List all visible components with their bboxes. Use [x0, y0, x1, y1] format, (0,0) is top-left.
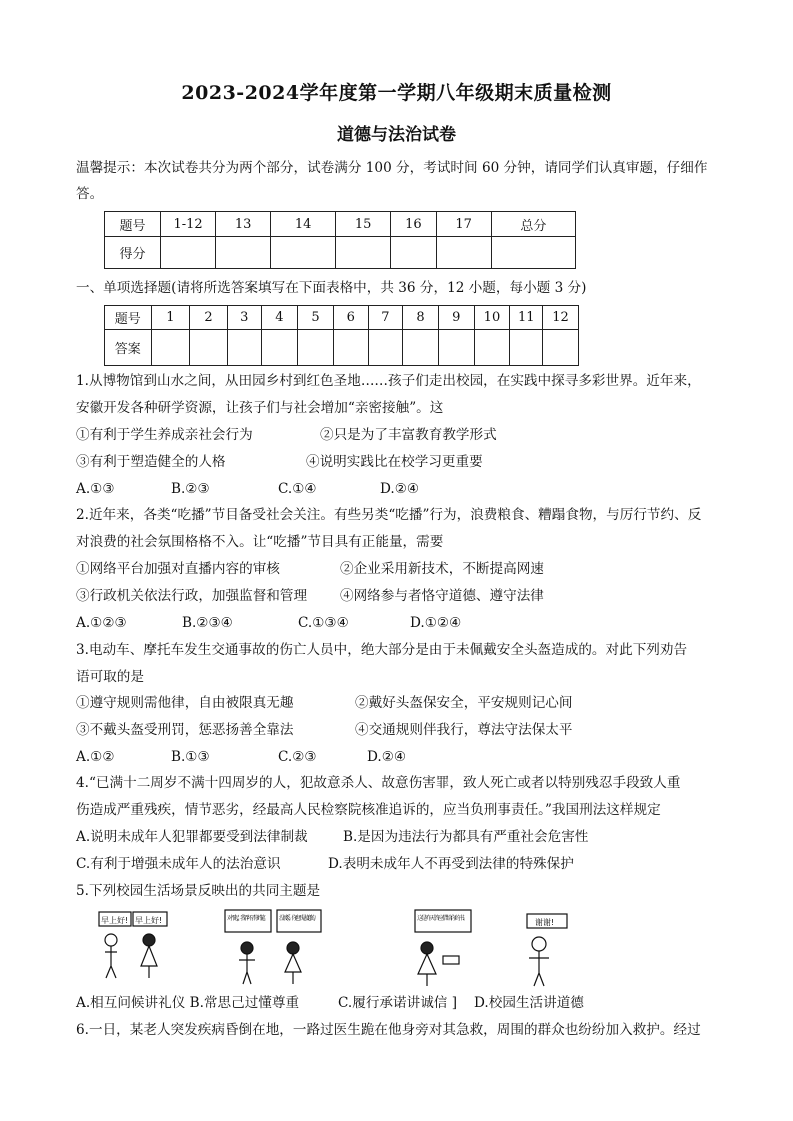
question-2-statement: ①网络平台加强对直播内容的审核: [76, 561, 280, 577]
answer-header-cell: 7: [368, 306, 403, 330]
question-5-option-ab[interactable]: A.相互问候讲礼仪 B.常思己过懂尊重: [76, 995, 300, 1011]
question-1-statement: ②只是为了丰富教育教学形式: [320, 427, 497, 443]
answer-header-cell: 题号: [105, 306, 152, 330]
question-4-option-c[interactable]: C.有利于增强未成年人的法治意识: [76, 856, 281, 872]
question-3-statement: ④交通规则伴我行，尊法守法保太平: [355, 722, 573, 738]
speech-bubble: 早上好!: [135, 916, 163, 925]
score-blank-cell[interactable]: [436, 237, 491, 269]
school-scenes-illustration: [97, 908, 617, 990]
question-3-statement: ①遵守规则需他律，自由被限真无趣: [76, 695, 294, 711]
question-4-stem: 伤造成严重残疾，情节恶劣，经最高人民检察院核准追诉的，应当负刑事责任。”我国刑法这样规定: [76, 802, 661, 818]
question-5-stem: 5.下列校园生活场景反映出的共同主题是: [76, 883, 321, 899]
score-blank-cell[interactable]: [336, 237, 391, 269]
question-2-option-d[interactable]: D.①②④: [410, 615, 462, 631]
answer-blank-cell[interactable]: [190, 330, 228, 366]
question-2-stem: 2.近年来，各类“吃播”节目备受社会关注。有些另类“吃播”行为，浪费粮食、糟蹋食物，与厉行节约、反: [76, 507, 702, 523]
question-4-stem: 4.“已满十二周岁不满十四周岁的人，犯故意杀人、故意伤害罪，致人死亡或者以特别残忍手段致人重: [76, 775, 681, 791]
question-5-option-c[interactable]: C.履行承诺讲诚信 ]: [338, 995, 458, 1011]
score-blank-cell[interactable]: [161, 237, 216, 269]
score-blank-cell[interactable]: [216, 237, 271, 269]
tip-line-2: 答。: [76, 186, 104, 202]
score-blank-cell[interactable]: [271, 237, 336, 269]
speech-bubble: 谢谢!: [535, 918, 555, 927]
question-5-option-d[interactable]: D.校园生活讲道德: [474, 995, 584, 1011]
question-2-stem: 对浪费的社会氛围格格不入。让“吃播”节目具有正能量，需要: [76, 534, 444, 550]
score-header-cell: 总分: [491, 212, 575, 237]
question-3-statement: ③不戴头盔受刑罚，惩恶扬善全靠法: [76, 722, 294, 738]
question-1-statement: ①有利于学生养成亲社会行为: [76, 427, 253, 443]
answer-blank-cell[interactable]: [298, 330, 334, 366]
answer-header-cell: 3: [227, 306, 261, 330]
speech-bubble: 没关系，你也不是故意的。: [279, 915, 319, 922]
answer-blank-cell[interactable]: [474, 330, 510, 366]
score-blank-cell[interactable]: [391, 237, 436, 269]
score-table: [104, 211, 576, 269]
question-1-stem: 安徽开发各种研学资源，让孩子们与社会增加“亲密接触”。这: [76, 400, 444, 416]
question-1-option-a[interactable]: A.①③: [76, 481, 115, 497]
question-6-stem: 6.一日，某老人突发疾病昏倒在地，一路过医生跪在他身旁对其急救，周围的群众也纷纷加入救护。经过: [76, 1022, 701, 1038]
score-row-label: 得分: [105, 237, 161, 269]
answer-blank-cell[interactable]: [368, 330, 403, 366]
question-2-statement: ④网络参与者恪守道德、遵守法律: [340, 588, 544, 604]
score-header-cell: 题号: [105, 212, 161, 237]
exam-title: 2023-2024学年度第一学期八年级期末质量检测: [181, 82, 612, 104]
question-3-option-a[interactable]: A.①②: [76, 749, 115, 765]
question-1-statement: ③有利于塑造健全的人格: [76, 454, 226, 470]
exam-subtitle: 道德与法治试卷: [337, 125, 456, 145]
score-header-cell: 1-12: [161, 212, 216, 237]
question-1-option-d[interactable]: D.②④: [380, 481, 420, 497]
score-header-cell: 15: [336, 212, 391, 237]
answer-header-cell: 6: [333, 306, 368, 330]
score-header-cell: 17: [436, 212, 491, 237]
answer-header-cell: 11: [510, 306, 543, 330]
answer-header-cell: 5: [298, 306, 334, 330]
answer-header-cell: 12: [543, 306, 579, 330]
question-4-option-b[interactable]: B.是因为违法行为都具有严重社会危害性: [343, 829, 589, 845]
answer-row-label: 答案: [105, 330, 152, 366]
question-3-stem: 语可取的是: [76, 669, 144, 685]
score-header-cell: 13: [216, 212, 271, 237]
question-2-statement: ②企业采用新技术，不断提高网速: [340, 561, 544, 577]
question-3-option-d[interactable]: D.②④: [367, 749, 407, 765]
section-heading: 一、单项选择题(请将所选答案填写在下面表格中，共 36 分，12 小题，每小题 3 分): [76, 280, 587, 296]
question-2-statement: ③行政机关依法行政，加强监督和管理: [76, 588, 308, 604]
question-2-option-b[interactable]: B.②③④: [182, 615, 233, 631]
question-3-option-b[interactable]: B.①③: [171, 749, 210, 765]
answer-header-cell: 2: [190, 306, 228, 330]
question-2-option-c[interactable]: C.①③④: [298, 615, 349, 631]
answer-blank-cell[interactable]: [438, 330, 474, 366]
speech-bubble: 对不起，我弄坏了你的笔。: [227, 915, 269, 922]
question-4-option-a[interactable]: A.说明未成年人犯罪都要受到法律制裁: [76, 829, 308, 845]
question-2-option-a[interactable]: A.①②③: [76, 615, 127, 631]
answer-header-cell: 8: [403, 306, 439, 330]
score-header-cell: 14: [271, 212, 336, 237]
speech-bubble: 这是昨天答应借给你的书。: [417, 915, 469, 922]
question-1-statement: ④说明实践比在校学习更重要: [306, 454, 483, 470]
question-1-stem: 1.从博物馆到山水之间，从田园乡村到红色圣地……孩子们走出校园，在实践中探寻多彩世界。近年来，: [76, 373, 701, 389]
question-3-option-c[interactable]: C.②③: [278, 749, 317, 765]
tip-line-1: 温馨提示：本次试卷共分为两个部分，试卷满分 100 分，考试时间 60 分钟，请同学们认真审题，仔细作: [76, 160, 708, 176]
answer-header-cell: 9: [438, 306, 474, 330]
answer-blank-cell[interactable]: [227, 330, 261, 366]
answer-blank-cell[interactable]: [543, 330, 579, 366]
answer-header-cell: 4: [261, 306, 298, 330]
score-blank-cell[interactable]: [491, 237, 575, 269]
question-1-option-b[interactable]: B.②③: [171, 481, 210, 497]
score-header-cell: 16: [391, 212, 436, 237]
question-1-option-c[interactable]: C.①④: [278, 481, 317, 497]
question-3-statement: ②戴好头盔保安全，平安规则记心间: [355, 695, 573, 711]
speech-bubble: 早上好!: [101, 916, 129, 925]
answer-blank-cell[interactable]: [261, 330, 298, 366]
answer-blank-cell[interactable]: [333, 330, 368, 366]
question-4-option-d[interactable]: D.表明未成年人不再受到法律的特殊保护: [328, 856, 574, 872]
answer-header-cell: 10: [474, 306, 510, 330]
answer-blank-cell[interactable]: [151, 330, 190, 366]
answer-blank-cell[interactable]: [403, 330, 439, 366]
answer-header-cell: 1: [151, 306, 190, 330]
answer-blank-cell[interactable]: [510, 330, 543, 366]
answer-table: [104, 305, 579, 366]
question-3-stem: 3.电动车、摩托车发生交通事故的伤亡人员中，绝大部分是由于未佩戴安全头盔造成的。对此下列劝告: [76, 642, 688, 658]
